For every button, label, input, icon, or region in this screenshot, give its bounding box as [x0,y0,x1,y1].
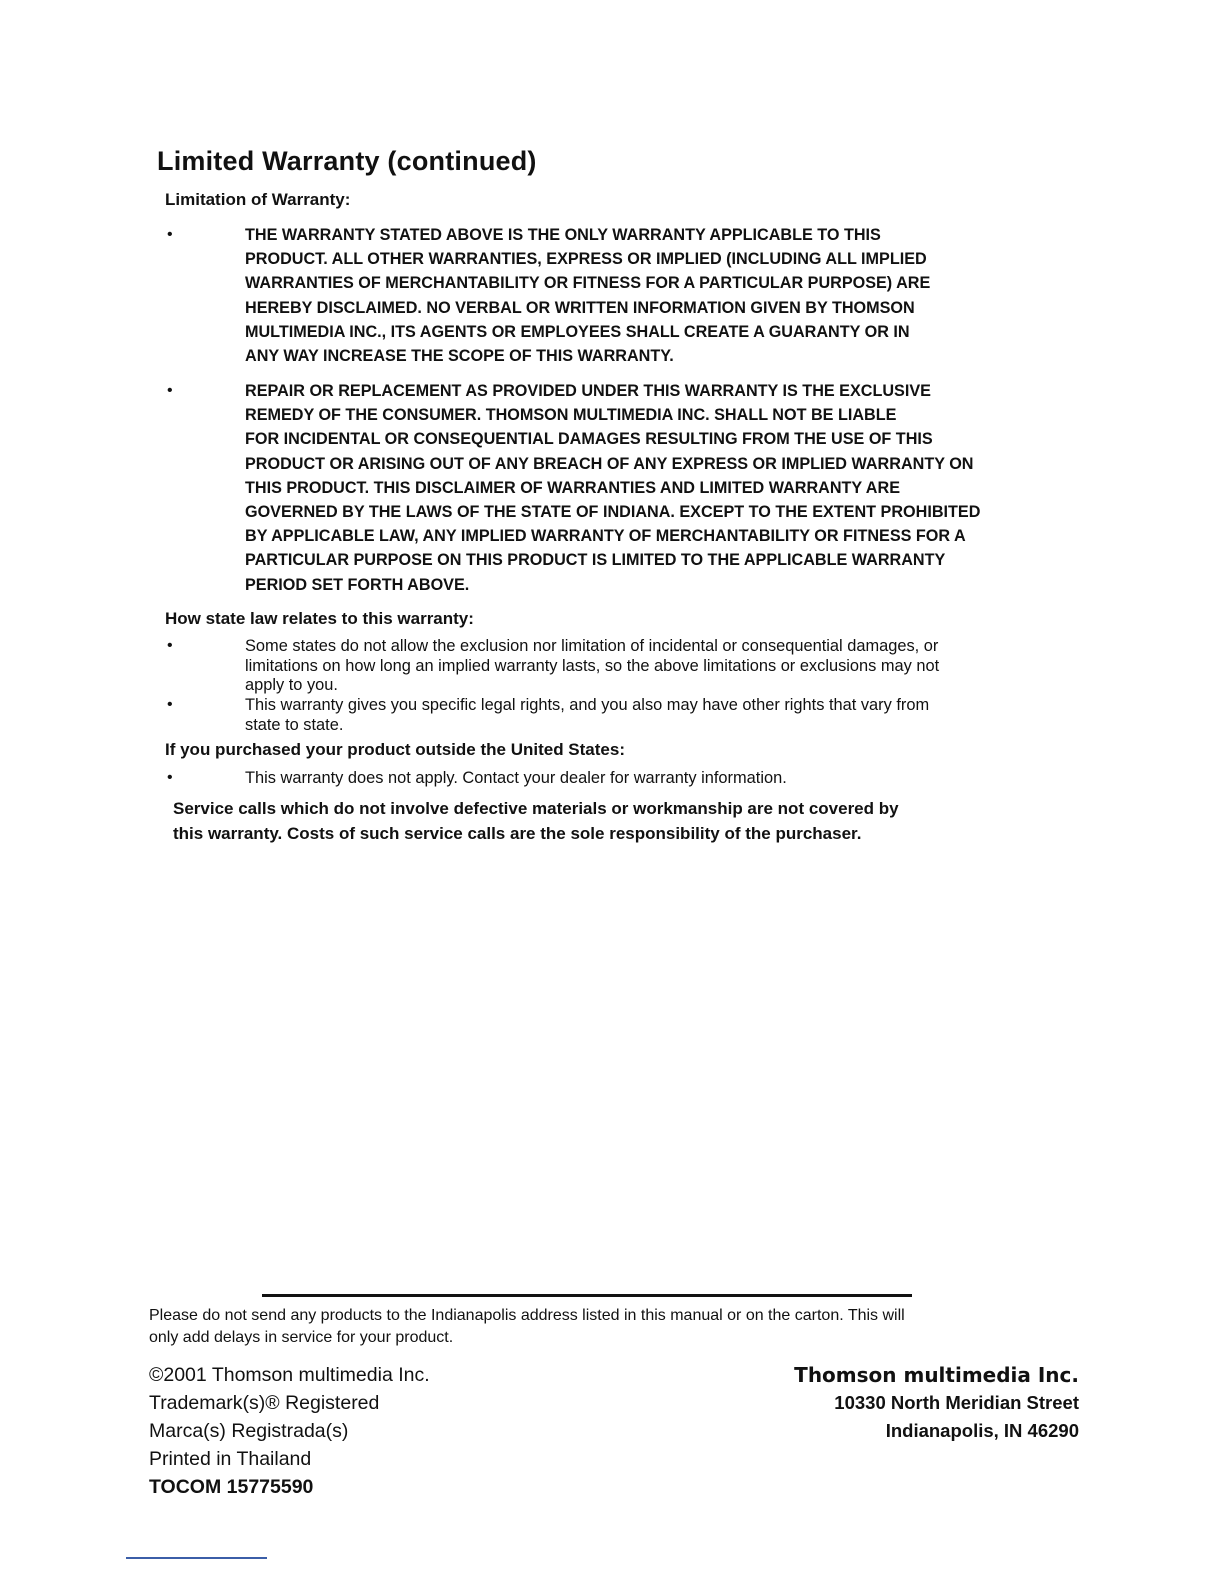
text-line: GOVERNED BY THE LAWS OF THE STATE OF INDIANA. EXCEPT TO THE EXTENT PROHIBITED [245,503,981,522]
tocom-code: TOCOM 15775590 [149,1476,314,1498]
text-line: state to state. [245,715,344,734]
limitation-bullet-1 [245,223,1075,368]
text-line: ANY WAY INCREASE THE SCOPE OF THIS WARRANTY. [245,347,674,366]
text-line: THIS PRODUCT. THIS DISCLAIMER OF WARRANTIES AND LIMITED WARRANTY ARE [245,478,900,497]
text-line: MULTIMEDIA INC., ITS AGENTS OR EMPLOYEES SHALL CREATE A GUARANTY OR IN [245,322,910,341]
trademark-line: Trademark(s)® Registered [149,1392,380,1414]
text-line: PERIOD SET FORTH ABOVE. [245,575,470,594]
copyright-line: ©2001 Thomson multimedia Inc. [149,1364,430,1386]
text-line: PARTICULAR PURPOSE ON THIS PRODUCT IS LIMITED TO THE APPLICABLE WARRANTY [245,551,946,570]
company-name: Thomson multimedia Inc. [794,1363,1079,1387]
street-address: 10330 North Meridian Street [834,1392,1079,1413]
text-line: Please do not send any products to the Indianapolis address listed in this manual or on the carton. This will [149,1307,905,1324]
state-law-bullet-1 [245,637,1075,696]
text-line: This warranty does not apply. Contact your dealer for warranty information. [245,769,787,787]
shipping-disclaimer [149,1305,905,1349]
text-line: Some states do not allow the exclusion nor limitation of incidental or consequential damages, or [245,637,939,655]
text-line: WARRANTIES OF MERCHANTABILITY OR FITNESS FOR A PARTICULAR PURPOSE) ARE [245,274,931,293]
printed-line: Printed in Thailand [149,1448,312,1470]
footer-right-address [794,1361,1079,1445]
state-law-bullet-2 [245,696,1075,735]
text-line: limitations on how long an implied warranty lasts, so the above limitations or exclusions may not [245,656,940,675]
text-line: this warranty. Costs of such service calls are the sole responsibility of the purchaser. [173,824,862,843]
text-line: BY APPLICABLE LAW, ANY IMPLIED WARRANTY OF MERCHANTABILITY OR FITNESS FOR A [245,527,966,546]
text-line: Service calls which do not involve defective materials or workmanship are not covered by [173,799,899,818]
footer-left [149,1361,430,1501]
text-line: PRODUCT. ALL OTHER WARRANTIES, EXPRESS OR IMPLIED (INCLUDING ALL IMPLIED [245,250,927,269]
text-line: This warranty gives you specific legal rights, and you also may have other rights that vary from [245,696,930,714]
text-line: FOR INCIDENTAL OR CONSEQUENTIAL DAMAGES RESULTING FROM THE USE OF THIS [245,430,933,449]
text-line: only add delays in service for your product. [149,1329,454,1346]
outside-us-heading: If you purchased your product outside the United States: [165,740,625,759]
bullet-marker: • [167,696,173,713]
bullet-marker: • [167,382,173,399]
outside-us-bullet-1 [245,769,1075,789]
text-line: REMEDY OF THE CONSUMER. THOMSON MULTIMEDIA INC. SHALL NOT BE LIABLE [245,406,897,425]
text-line: THE WARRANTY STATED ABOVE IS THE ONLY WARRANTY APPLICABLE TO THIS [245,226,881,244]
marca-line: Marca(s) Registrada(s) [149,1420,349,1442]
text-line: HEREBY DISCLAIMED. NO VERBAL OR WRITTEN INFORMATION GIVEN BY THOMSON [245,298,915,317]
text-line: PRODUCT OR ARISING OUT OF ANY BREACH OF ANY EXPRESS OR IMPLIED WARRANTY ON [245,454,974,473]
limitation-bullet-2 [245,379,1075,597]
footer-divider [262,1294,912,1297]
bottom-divider [126,1557,267,1559]
text-line: apply to you. [245,676,338,694]
page-title: Limited Warranty (continued) [157,146,537,176]
bullet-marker: • [167,769,173,786]
state-law-heading: How state law relates to this warranty: [165,609,474,628]
limitation-heading: Limitation of Warranty: [165,190,351,209]
bullet-marker: • [167,226,173,243]
city-address: Indianapolis, IN 46290 [885,1420,1079,1441]
bullet-marker: • [167,637,173,654]
service-note [173,796,899,846]
text-line: REPAIR OR REPLACEMENT AS PROVIDED UNDER THIS WARRANTY IS THE EXCLUSIVE [245,382,931,400]
